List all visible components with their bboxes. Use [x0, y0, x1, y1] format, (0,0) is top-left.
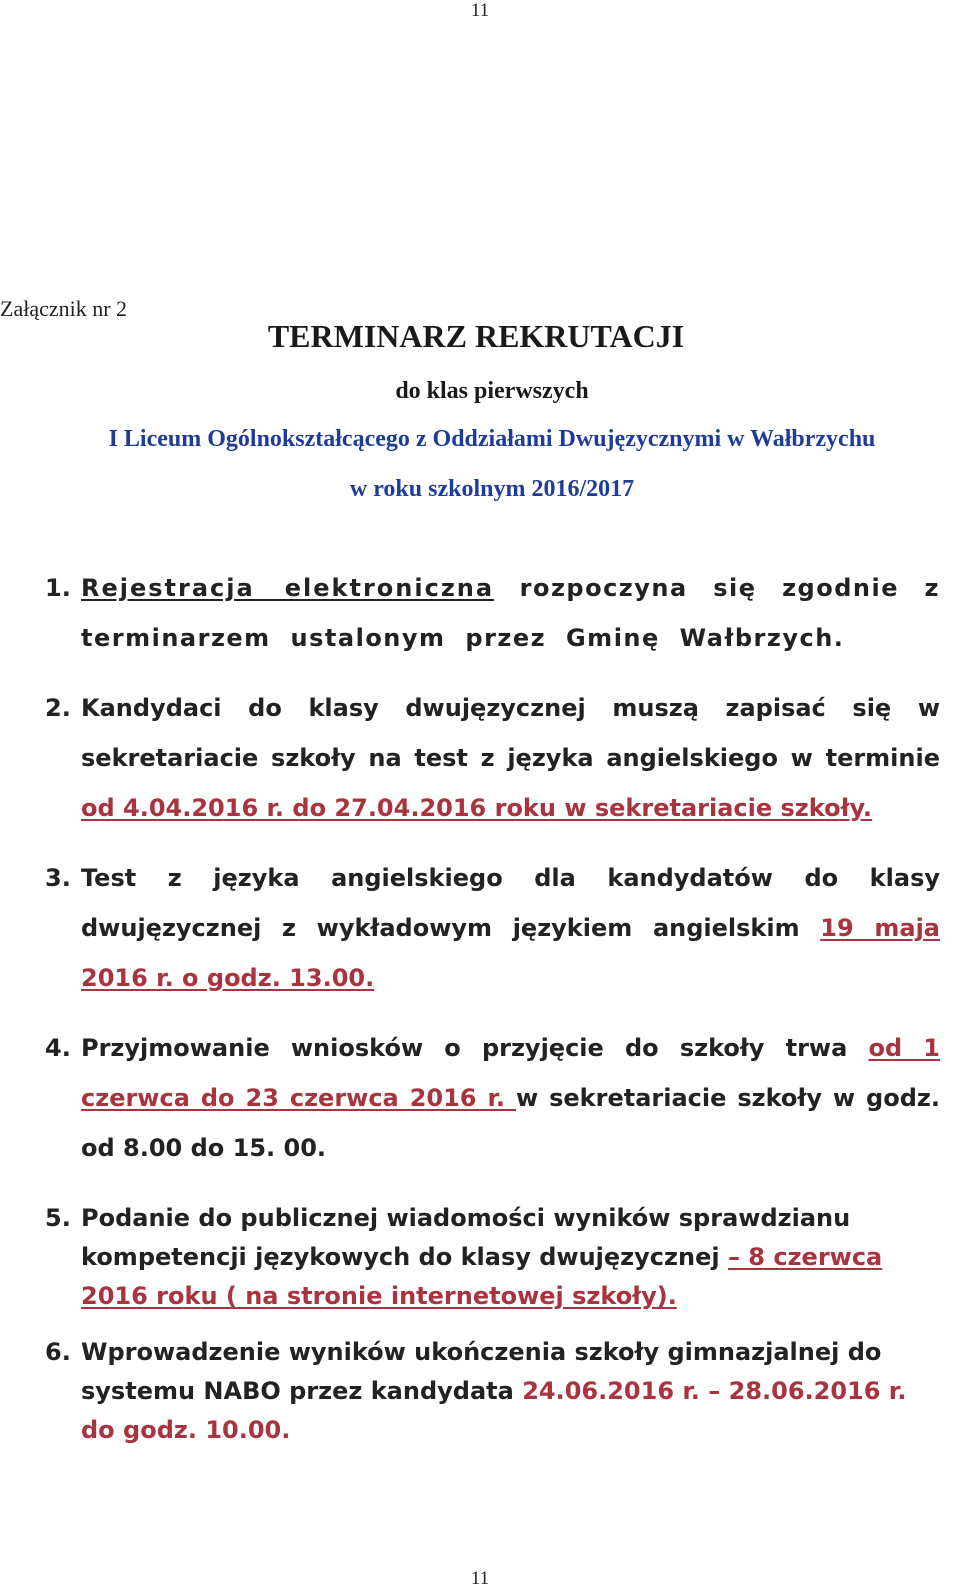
item-5-date: – 8 czerwca 2016 roku ( na stronie internetowej szkoły).: [81, 1243, 883, 1310]
item-1-highlight: Rejestracja elektroniczna: [81, 574, 495, 602]
item-number: 4.: [45, 1034, 71, 1062]
page-number-top: 11: [470, 0, 490, 21]
school-year: w roku szkolnym 2016/2017: [349, 476, 635, 502]
document-subtitle: do klas pierwszych: [395, 378, 589, 404]
schedule-item-6: [45, 1333, 940, 1450]
item-2-text: Kandydaci do klasy dwujęzycznej muszą zapisać się w sekretariacie szkoły na test z języka angielskiego w terminie: [81, 694, 940, 772]
item-4-text: Przyjmowanie wniosków o przyjęcie do szkoły trwa: [81, 1034, 869, 1062]
school-name: I Liceum Ogólnokształcącego z Oddziałami Dwujęzycznymi w Wałbrzychu: [108, 426, 876, 452]
schedule-item-3: [45, 853, 940, 1003]
annex-label: Załącznik nr 2: [0, 296, 128, 321]
item-3-date: 19 maja 2016 r. o godz. 13.00.: [81, 914, 940, 992]
item-2-date: od 4.04.2016 r. do 27.04.2016 roku w sekretariacie szkoły.: [81, 794, 873, 822]
item-3-text: Test z języka angielskiego dla kandydatów do klasy dwujęzycznej z wykładowym językiem angielskim: [81, 864, 940, 942]
schedule-item-5: [45, 1199, 940, 1316]
schedule-item-1: [45, 563, 940, 663]
schedule-item-4: [45, 1023, 940, 1173]
schedule-item-2: [45, 683, 940, 833]
item-number: 3.: [45, 864, 71, 892]
document-title: TERMINARZ REKRUTACJI: [267, 318, 685, 354]
item-number: 1.: [45, 574, 71, 602]
item-1-text: rozpoczyna się zgodnie z terminarzem ustalonym przez Gminę Wałbrzych.: [81, 574, 940, 652]
item-5-text: Podanie do publicznej wiadomości wyników sprawdzianu kompetencji językowych do klasy dwujęzycznej: [81, 1204, 851, 1271]
item-4-date: od 1 czerwca do 23 czerwca 2016 r.: [81, 1034, 940, 1112]
item-number: 5.: [45, 1204, 71, 1232]
item-number: 2.: [45, 694, 71, 722]
page-number-bottom: 11: [470, 1568, 490, 1589]
item-4-hours: w sekretariacie szkoły w godz. od 8.00 do 15. 00.: [81, 1084, 940, 1162]
item-6-text: Wprowadzenie wyników ukończenia szkoły gimnazjalnej do systemu NABO przez kandydata: [81, 1338, 882, 1405]
item-6-date: 24.06.2016 r. – 28.06.2016 r. do godz. 10.00.: [81, 1377, 907, 1444]
item-number: 6.: [45, 1338, 71, 1366]
